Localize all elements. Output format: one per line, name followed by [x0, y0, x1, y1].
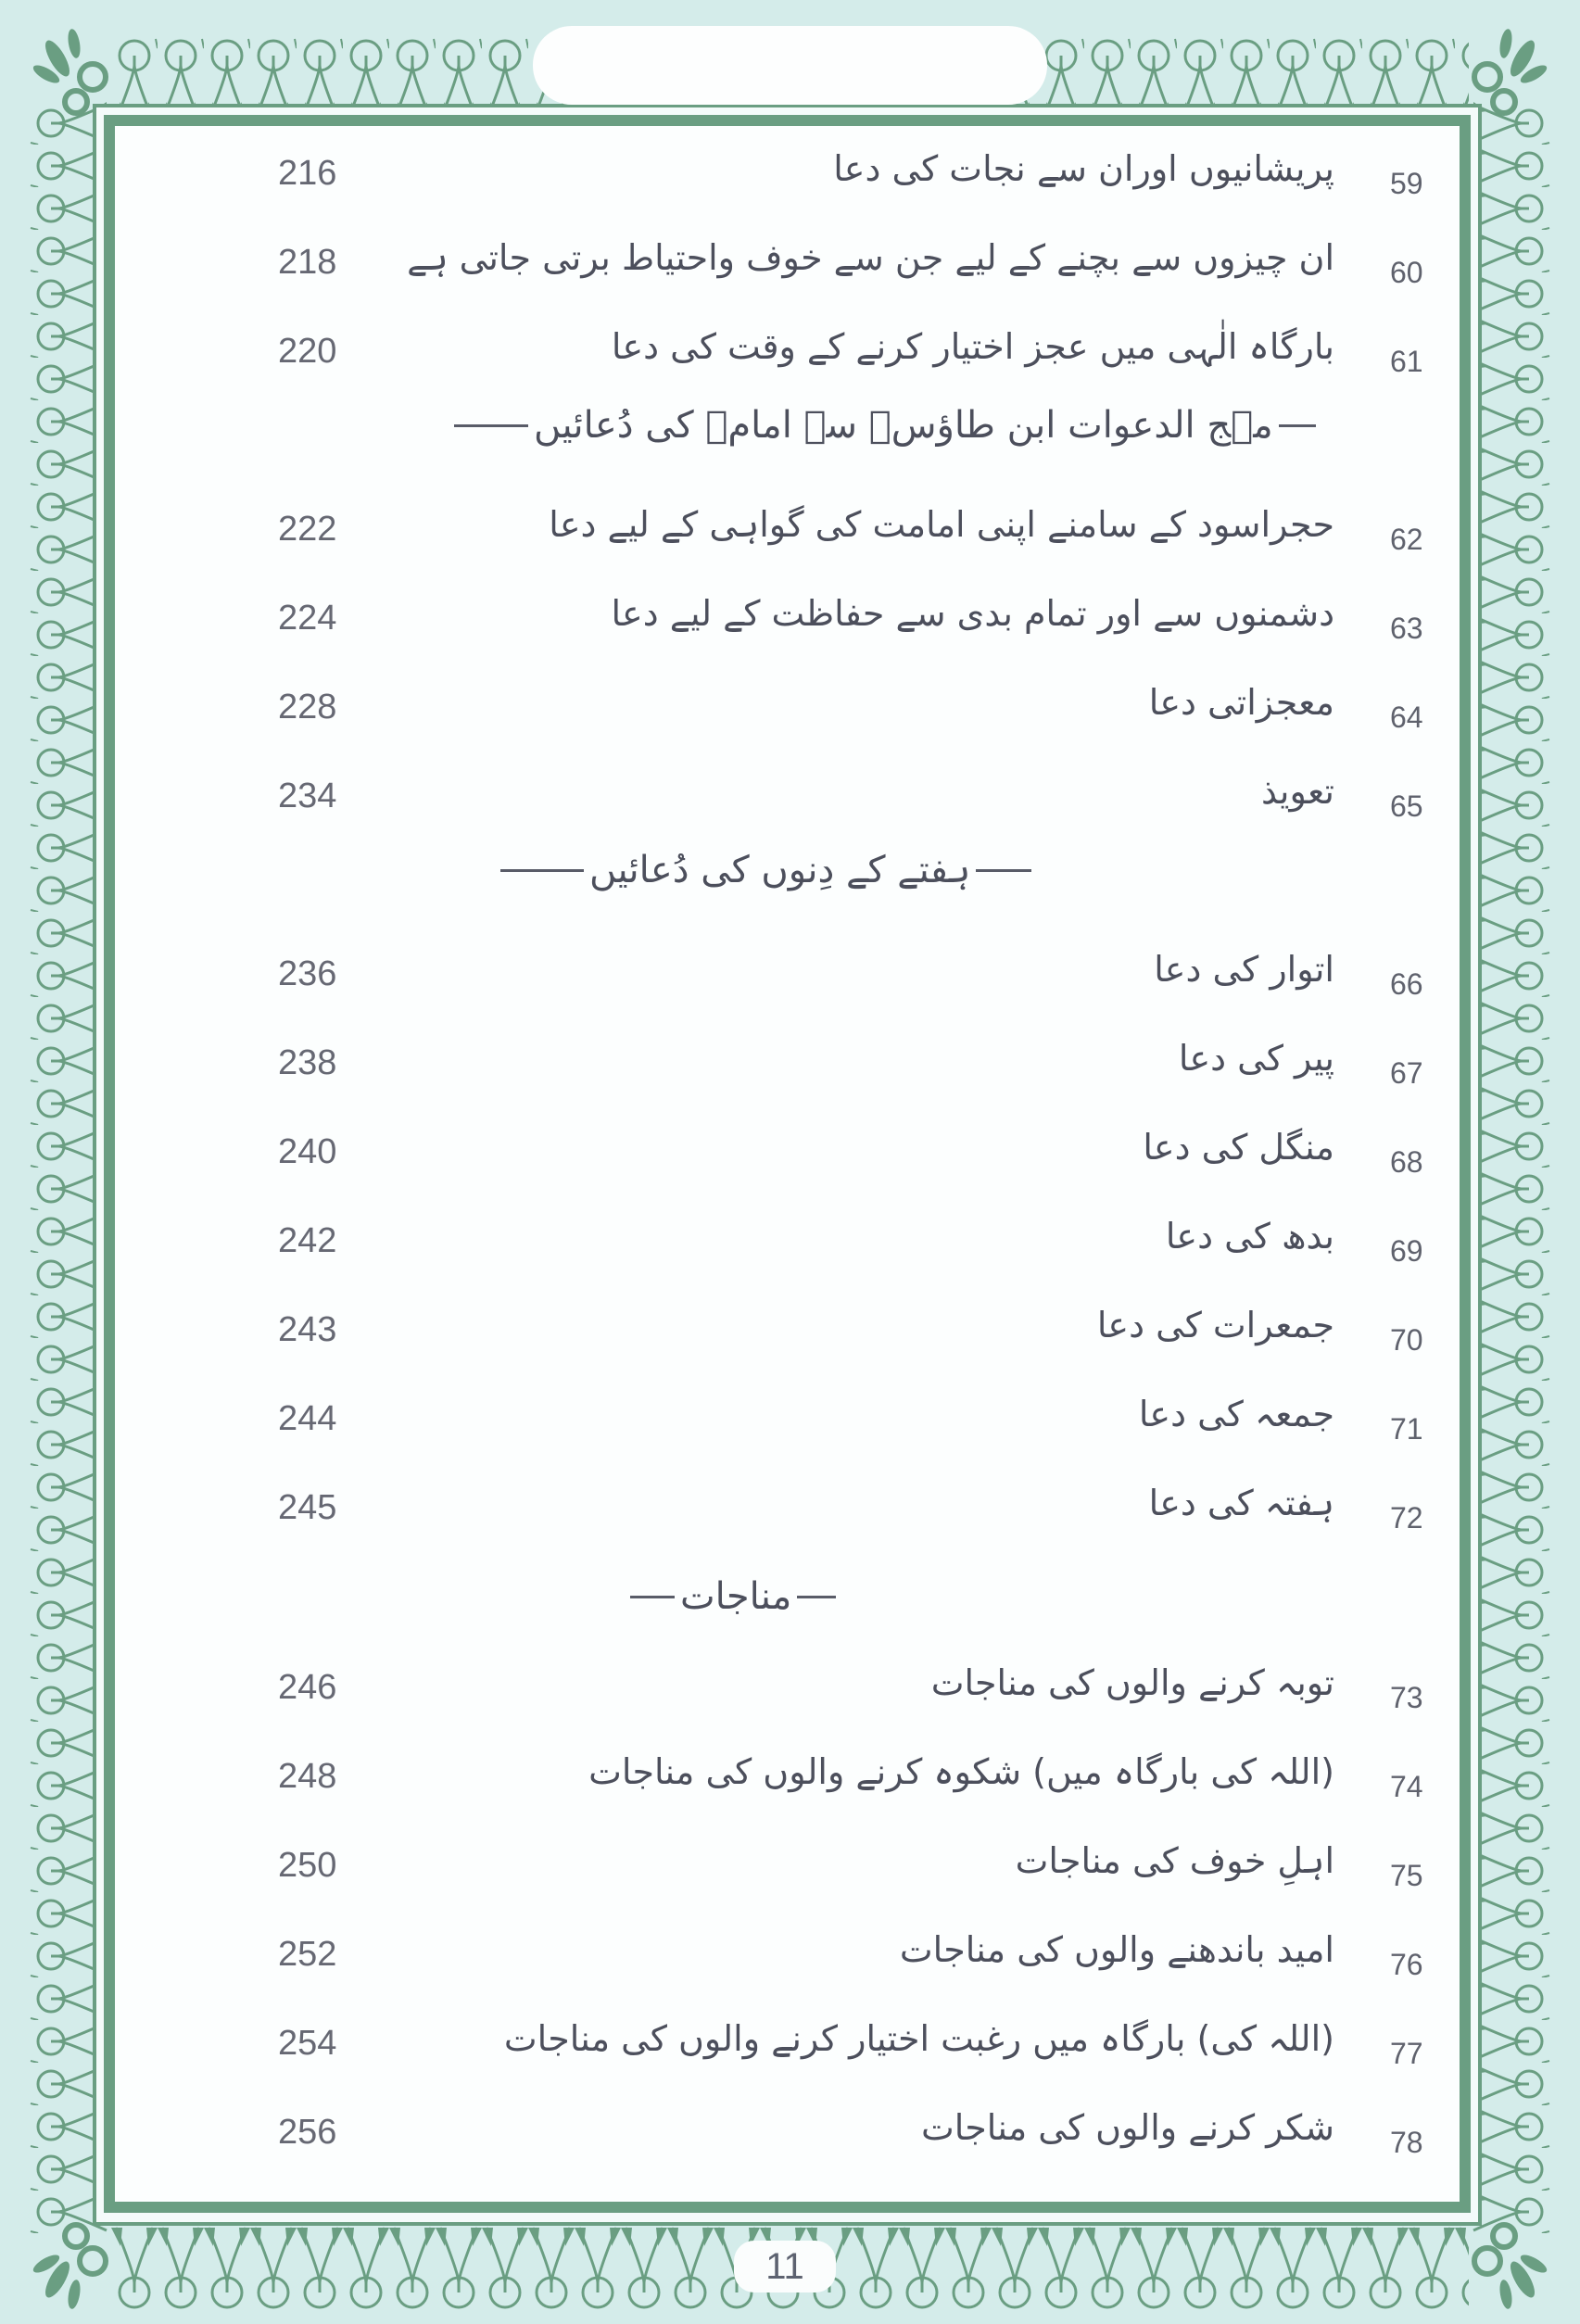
section-title: مہج الدعوات ابن طاؤسؒ سے امامؑ کی دُعائیں	[534, 404, 1273, 447]
page-number: 234	[278, 777, 337, 815]
heading-dash	[976, 869, 1031, 872]
page-number: 246	[278, 1668, 337, 1707]
entry-title: پریشانیوں اوران سے نجات کی دعا	[833, 148, 1334, 189]
entry-number: 75	[1390, 1859, 1423, 1892]
toc-entry[interactable]	[148, 1483, 1446, 1544]
toc-entry[interactable]	[148, 1840, 1446, 1901]
toc-entry[interactable]	[148, 2018, 1446, 2079]
entry-title: جمعرات کی دعا	[1096, 1305, 1334, 1345]
heading-dash	[1279, 424, 1316, 427]
entry-number: 59	[1390, 167, 1423, 200]
page-number: 238	[278, 1043, 337, 1082]
section-title: مناجات	[680, 1575, 792, 1618]
header-blank-label	[533, 26, 1047, 105]
page-number-footer: 11	[734, 2241, 836, 2292]
page-number: 240	[278, 1132, 337, 1171]
entry-title: ہفتہ کی دعا	[1148, 1483, 1334, 1523]
toc-entry[interactable]	[148, 771, 1446, 832]
toc-entry[interactable]	[148, 237, 1446, 298]
page-number: 256	[278, 2113, 337, 2152]
page-number: 216	[278, 154, 337, 193]
entry-number: 68	[1390, 1145, 1423, 1179]
toc-entry[interactable]	[148, 2107, 1446, 2168]
heading-dash	[797, 1596, 836, 1598]
entry-title: بارگاہ الٰہی میں عجز اختیار کرنے کے وقت کی دعا	[611, 326, 1334, 367]
toc-entry[interactable]	[148, 148, 1446, 209]
right-ornamental-border	[1469, 102, 1557, 2233]
heading-dash	[500, 869, 584, 872]
entry-number: 63	[1390, 612, 1423, 645]
entry-number: 74	[1390, 1770, 1423, 1803]
heading-dash	[454, 424, 528, 427]
entry-title: پیر کی دعا	[1178, 1038, 1334, 1079]
entry-title: بدھ کی دعا	[1165, 1216, 1334, 1257]
page-number: 220	[278, 332, 337, 371]
page-number: 218	[278, 243, 337, 282]
entry-title: حجراسود کے سامنے اپنی امامت کی گواہی کے لیے دعا	[549, 504, 1334, 545]
entry-title: ان چیزوں سے بچنے کے لیے جن سے خوف واحتیاط برتی جاتی ہے	[407, 237, 1334, 278]
entry-number: 72	[1390, 1501, 1423, 1535]
entry-title: جمعہ کی دعا	[1138, 1394, 1334, 1434]
page-number: 236	[278, 954, 337, 993]
toc-entry[interactable]	[148, 326, 1446, 387]
entry-number: 77	[1390, 2037, 1423, 2070]
toc-entry[interactable]	[148, 682, 1446, 743]
entry-title: تعویذ	[1260, 771, 1334, 812]
toc-entry[interactable]	[148, 1216, 1446, 1277]
heading-dash	[630, 1596, 675, 1598]
corner-flourish-icon	[1458, 2213, 1560, 2315]
toc-entry[interactable]	[148, 1038, 1446, 1099]
toc-entry[interactable]	[148, 1305, 1446, 1366]
toc-entry[interactable]	[148, 949, 1446, 1010]
page-number: 243	[278, 1310, 337, 1349]
page-number: 242	[278, 1221, 337, 1260]
entry-title: معجزاتی دعا	[1148, 682, 1334, 723]
page-number: 248	[278, 1757, 337, 1796]
entry-title: اہلِ خوف کی مناجات	[1015, 1840, 1334, 1881]
toc-entry[interactable]	[148, 593, 1446, 654]
page-number: 228	[278, 688, 337, 726]
entry-number: 66	[1390, 967, 1423, 1001]
toc-entry[interactable]	[148, 1127, 1446, 1188]
page-number: 244	[278, 1399, 337, 1438]
entry-number: 73	[1390, 1681, 1423, 1714]
entry-title: اتوار کی دعا	[1154, 949, 1334, 990]
toc-entry[interactable]	[148, 504, 1446, 565]
entry-number: 78	[1390, 2126, 1423, 2159]
entry-number: 76	[1390, 1948, 1423, 1981]
entry-number: 62	[1390, 523, 1423, 556]
entry-number: 71	[1390, 1412, 1423, 1446]
page-number: 254	[278, 2024, 337, 2063]
entry-title: (اللہ کی بارگاہ میں) شکوہ کرنے والوں کی مناجات	[588, 1751, 1334, 1792]
page-number: 245	[278, 1488, 337, 1527]
section-heading	[454, 404, 1316, 447]
toc-entry[interactable]	[148, 1751, 1446, 1812]
entry-title: منگل کی دعا	[1143, 1127, 1334, 1168]
page-number: 224	[278, 599, 337, 638]
page-number: 250	[278, 1846, 337, 1885]
toc-entry[interactable]	[148, 1662, 1446, 1724]
entry-number: 69	[1390, 1234, 1423, 1268]
entry-number: 65	[1390, 789, 1423, 823]
toc-entry[interactable]	[148, 1929, 1446, 1990]
entry-title: شکر کرنے والوں کی مناجات	[920, 2107, 1334, 2148]
entry-title: دشمنوں سے اور تمام بدی سے حفاظت کے لیے دعا	[611, 593, 1334, 634]
section-title: ہفتے کے دِنوں کی دُعائیں	[589, 849, 971, 891]
entry-title: توبہ کرنے والوں کی مناجات	[930, 1662, 1334, 1703]
toc-entry[interactable]	[148, 1394, 1446, 1455]
entry-title: امید باندھنے والوں کی مناجات	[899, 1929, 1334, 1970]
section-heading	[500, 849, 1031, 891]
page-number: 222	[278, 510, 337, 549]
arch-pattern-icon	[1469, 102, 1557, 2233]
corner-flourish-icon	[20, 2213, 122, 2315]
entry-number: 64	[1390, 701, 1423, 734]
section-heading	[630, 1575, 836, 1618]
entry-number: 60	[1390, 256, 1423, 289]
table-of-contents	[148, 130, 1446, 2196]
entry-number: 61	[1390, 345, 1423, 378]
entry-number: 70	[1390, 1323, 1423, 1357]
page-number: 252	[278, 1935, 337, 1974]
entry-number: 67	[1390, 1056, 1423, 1090]
entry-title: (اللہ کی) بارگاہ میں رغبت اختیار کرنے والوں کی مناجات	[503, 2018, 1334, 2059]
